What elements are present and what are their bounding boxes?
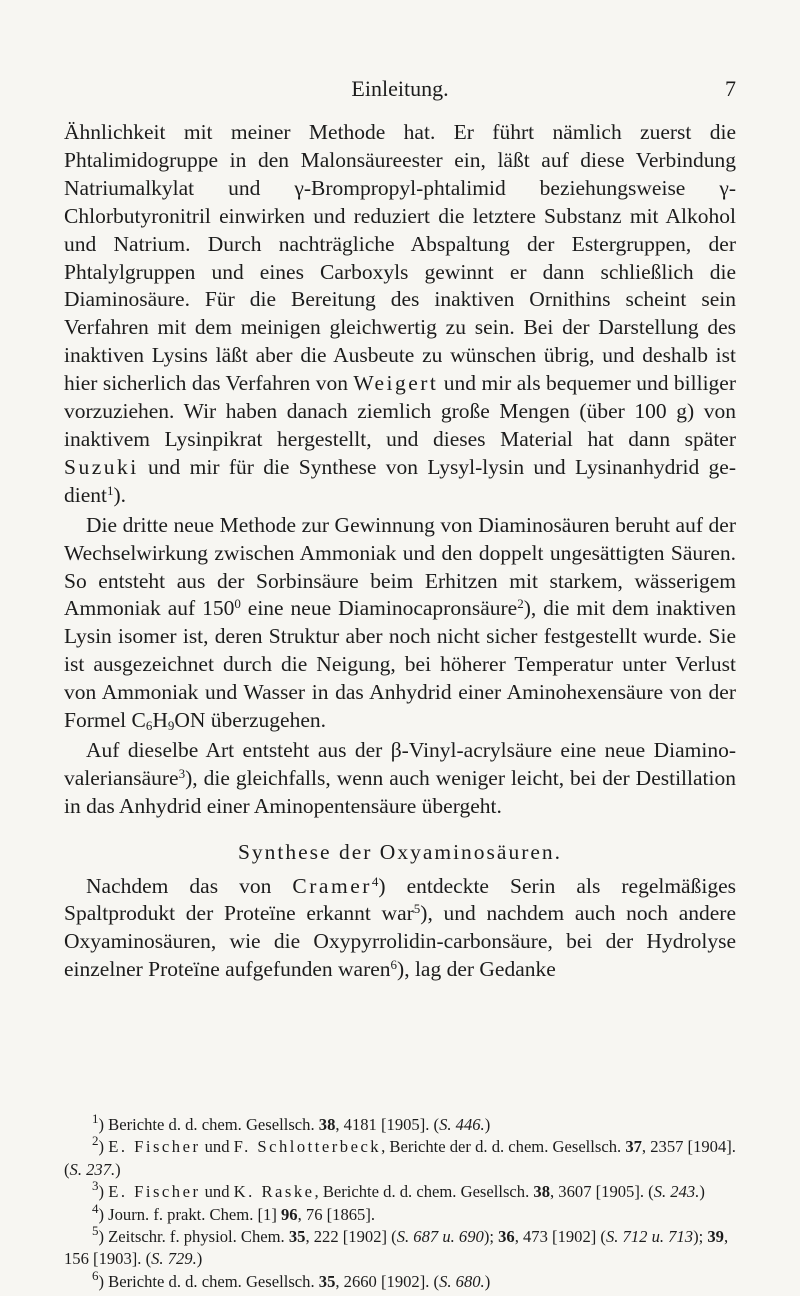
footnote-ref: 6 (390, 957, 398, 973)
body-text (64, 119, 736, 984)
author-name: Weigert (353, 371, 439, 396)
footnotes (64, 1111, 736, 1293)
footnote-ref: 5 (413, 901, 421, 917)
author-name: Cramer (292, 873, 372, 898)
footnote-ref: 2 (517, 596, 524, 612)
paragraph-1: Ähnlichkeit mit meiner Methode hat. Er führt nämlich zuerst die Phtalimidogruppe in den Malonsäureester ein, läßt auf diese Verbindung Natriumalkylat und γ-Brompropyl-phtalimid beziehungsweise γ-Chlorbutyronitril einwirken und reduziert die letztere Substanz mit Alkohol und Natrium. Durch nachträgliche Abspaltung der Estergruppen, der Phtalylgruppen und eines Carboxyls gewinnt er dann schließlich die Diaminosäure. Für die Bereitung des inaktiven Ornithins scheint sein Verfahren mit dem meinigen gleichwertig zu sein. Bei der Darstellung des inaktiven Lysins läßt aber die Ausbeute zu wünschen übrig, und deshalb ist hier sicherlich das Verfahren von Weigert und mir als bequemer und billiger vorzuziehen. Wir haben danach ziemlich große Mengen (über 100 g) von inaktivem Lysinpikrat hergestellt, und dieses Material hat dann später Suzuki und mir für die Synthese von Lysyl-lysin und Lysinanhydrid gedient$^1$). (64, 120, 736, 507)
degree-mark: 0 (234, 596, 241, 612)
footnote-ref: 1 (107, 482, 114, 498)
page-header (64, 76, 736, 106)
page-number: 7 (725, 76, 736, 101)
paragraph-3: Auf dieselbe Art entsteht aus der β-Vinyl-acrylsäure eine neue Diamino-valeriansäure$^3$), die gleichfalls, wenn auch weniger leicht, bei der Destillation in das Anhydrid einer Aminopentensäure übergeht. (64, 737, 736, 818)
footnote-4: $^4$) Journ. f. prakt. Chem. [1] 96, 76 [1865]. (92, 1200, 376, 1224)
footnote-1: $^1$) Berichte d. d. chem. Gesellsch. 38, 4181 [1905]. (S. 446.) (92, 1111, 491, 1134)
footnote-ref: 4 (371, 873, 379, 889)
running-title: Einleitung. (351, 76, 449, 101)
footnote-ref: 3 (178, 765, 186, 781)
paragraph-4: Nachdem das von Cramer$^4$) entdeckte Serin als regelmäßiges Spaltprodukt der Proteïne erkannt war$^5$), und nachdem auch noch andere Oxyaminosäuren, wie die Oxypyrrolidin-carbonsäure, bei der Hydrolyse einzelner Proteïne aufgefunden waren$^6$), lag der Gedanke (64, 873, 736, 982)
footnote-6: $^6$) Berichte d. d. chem. Gesellsch. 35, 2660 [1902]. (S. 680.) (92, 1267, 491, 1291)
paragraph-2: Die dritte neue Methode zur Gewinnung von Diaminosäuren beruht auf der Wechselwirkung zwischen Ammoniak und den doppelt ungesättigten Säuren. So entsteht aus der Sorbinsäure beim Erhitzen mit starkem, wässerigem Ammoniak auf $150^0$ eine neue Diaminocapronsäure$^2$), die mit dem inaktiven Lysin isomer ist, deren Struktur aber noch nicht sicher festgestellt wurde. Sie ist ausgezeichnet durch die Neigung, bei höherer Temperatur unter Verlust von Ammoniak und Wasser in das Anhydrid einer Aminohexensäure von der Formel $C_6H_9ON$ überzugehen. (64, 512, 736, 734)
footnote-3: $^3$) E. Fischer und K. Raske, Berichte d. d. chem. Gesellsch. 38, 3607 [1905]. (S. 243.) (92, 1178, 705, 1202)
footnote-5: $^5$) Zeitschr. f. physiol. Chem. 35, 222 [1902] (S. 687 u. 690); 36, 473 [1902] (S. 712 u. 713); 39, 156 [1903]. (S. 729.) (64, 1223, 729, 1269)
author-name: Suzuki (64, 454, 139, 479)
section-heading: Synthese der Oxyaminosäuren. (237, 839, 563, 864)
footnote-2: $^2$) E. Fischer und F. Schlotterbeck, Berichte der d. d. chem. Gesellsch. 37, 2357 [1904]. (S. 237.) (64, 1133, 736, 1179)
